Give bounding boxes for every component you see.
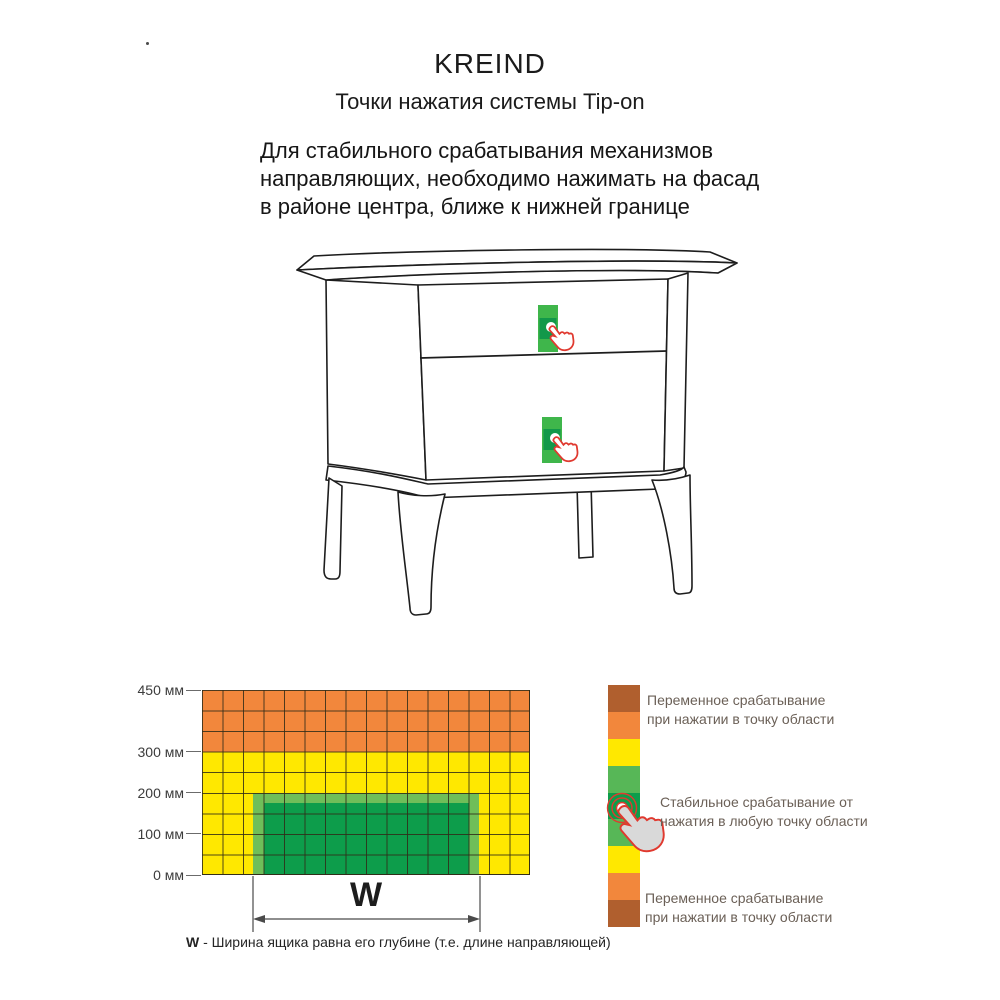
- legend-label-stable: [660, 793, 868, 831]
- description-line: в районе центра, ближе к нижней границе: [260, 194, 690, 219]
- ytick-100: 100 мм: [137, 826, 184, 842]
- leg-front-right: [652, 475, 692, 594]
- legend-seg-orange: [608, 873, 640, 900]
- leg-front-left-outer: [324, 478, 342, 579]
- legend-seg-yellow: [608, 739, 640, 766]
- side-panel: [326, 280, 426, 480]
- legend-seg-orange: [608, 712, 640, 739]
- ytick-300: 300 мм: [137, 744, 184, 760]
- width-label: W: [349, 876, 383, 914]
- stray-mark: [146, 42, 149, 45]
- header: [140, 48, 840, 115]
- legend-label-line: нажатия в любую точку области: [660, 813, 868, 829]
- legend-seg-brown: [608, 685, 640, 712]
- ytick-450: 450 мм: [137, 682, 184, 698]
- description-paragraph: [260, 137, 780, 221]
- tick-line: [186, 792, 201, 793]
- description-line: Для стабильного срабатывания механизмов: [260, 138, 714, 163]
- legend-label-variable-top: [647, 691, 834, 729]
- description-line: направляющих, необходимо нажимать на фасад: [260, 166, 760, 191]
- legend-label-line: Переменное срабатывание: [645, 890, 824, 906]
- legend-label-line: при нажатии в точку области: [645, 909, 833, 925]
- legend-label-line: Стабильное срабатывание от: [660, 794, 854, 810]
- legend-label-line: Переменное срабатывание: [647, 692, 826, 708]
- tick-line: [186, 875, 201, 876]
- side-edge-right: [664, 273, 688, 471]
- tick-line: [186, 833, 201, 834]
- chart-caption: [186, 934, 611, 950]
- brand-title: KREIND: [434, 48, 546, 79]
- tick-line: [186, 751, 201, 752]
- caption-w: W: [186, 934, 200, 950]
- tick-line: [186, 690, 201, 691]
- legend-seg-brown: [608, 900, 640, 927]
- caption-text: - Ширина ящика равна его глубине (т.е. длине направляющей): [199, 934, 611, 950]
- arrowhead-right: [468, 915, 480, 923]
- leg-front-center: [398, 492, 445, 615]
- legend-label-variable-bottom: [645, 889, 832, 927]
- grid-lines: [202, 690, 530, 875]
- press-zone-chart: [202, 690, 530, 875]
- ytick-200: 200 мм: [137, 785, 184, 801]
- leg-rear-right: [577, 482, 593, 558]
- page-subtitle: Точки нажатия системы Tip-on: [335, 89, 645, 114]
- legend-label-line: при нажатии в точку области: [647, 711, 835, 727]
- nightstand-drawing: [240, 240, 760, 640]
- ytick-0: 0 мм: [153, 867, 184, 883]
- arrowhead-left: [253, 915, 265, 923]
